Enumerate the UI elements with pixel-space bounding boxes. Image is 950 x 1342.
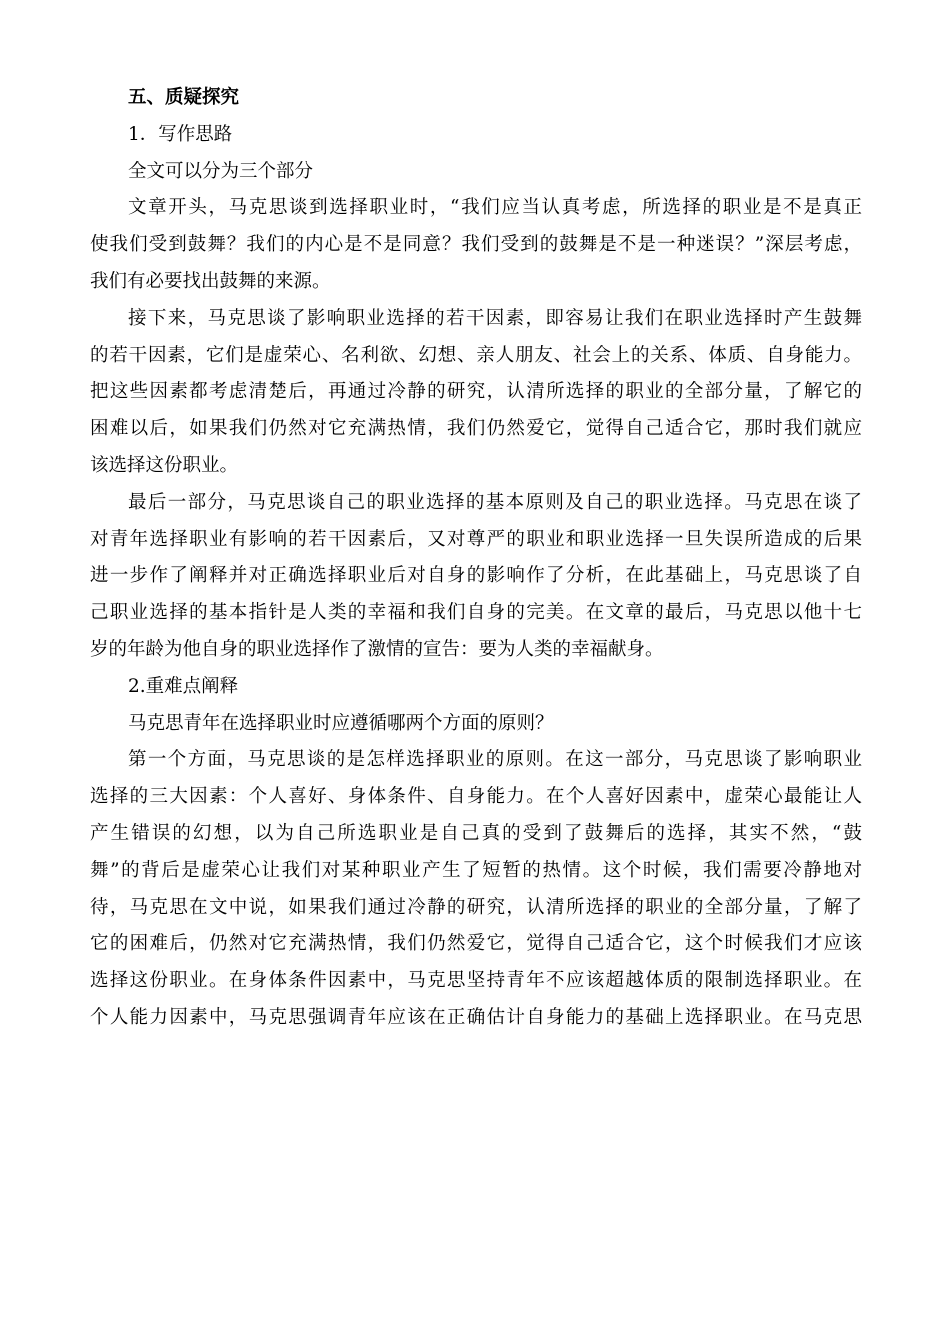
text-line: 它的困难后，仍然对它充满热情，我们仍然爱它，觉得自己适合它，这个时候我们才应该 [90, 933, 862, 955]
document-body [90, 80, 862, 1037]
text-line: 接下来，马克思谈了影响职业选择的若干因素，即容易让我们在职业选择时产生鼓舞 [128, 307, 862, 329]
text-line: 己职业选择的基本指针是人类的幸福和我们自身的完美。在文章的最后，马克思以他十七 [90, 602, 862, 624]
text-line: 该选择这份职业。 [90, 454, 239, 476]
text-line: 把这些因素都考虑清楚后，再通过冷静的研究，认清所选择的职业的全部分量，了解它的 [90, 381, 862, 403]
text-line: 我们有必要找出鼓舞的来源。 [90, 270, 331, 292]
text-line: 1．写作思路 [128, 123, 233, 145]
text-line: 岁的年龄为他自身的职业选择作了激情的宣告：要为人类的幸福献身。 [90, 638, 664, 660]
text-line: 对青年选择职业有影响的若干因素后，又对尊严的职业和职业选择一旦失误所造成的后果 [90, 528, 862, 550]
text-line: 2.重难点阐释 [128, 675, 239, 697]
text-line: 待，马克思在文中说，如果我们通过冷静的研究，认清所选择的职业的全部分量，了解了 [90, 896, 862, 918]
text-line: 产生错误的幻想，以为自己所选职业是自己真的受到了鼓舞后的选择，其实不然，“鼓 [90, 822, 862, 844]
text-line: 全文可以分为三个部分 [128, 160, 314, 182]
text-line: 选择的三大因素：个人喜好、身体条件、自身能力。在个人喜好因素中，虚荣心最能让人 [90, 786, 862, 808]
text-line: 文章开头，马克思谈到选择职业时，“我们应当认真考虑，所选择的职业是不是真正 [128, 197, 862, 219]
section-heading: 五、质疑探究 [128, 87, 240, 108]
text-line: 个人能力因素中，马克思强调青年应该在正确估计自身能力的基础上选择职业。在马克思 [90, 1006, 862, 1028]
text-line: 使我们受到鼓舞？我们的内心是不是同意？我们受到的鼓舞是不是一种迷误？”深层考虑， [90, 234, 862, 256]
text-line: 马克思青年在选择职业时应遵循哪两个方面的原则？ [128, 712, 554, 734]
text-line: 进一步作了阐释并对正确选择职业后对自身的影响作了分析，在此基础上，马克思谈了自 [90, 565, 862, 587]
text-line: 困难以后，如果我们仍然对它充满热情，我们仍然爱它，觉得自己适合它，那时我们就应 [90, 418, 862, 440]
text-line: 舞”的背后是虚荣心让我们对某种职业产生了短暂的热情。这个时候，我们需要冷静地对 [90, 859, 862, 881]
text-line: 选择这份职业。在身体条件因素中，马克思坚持青年不应该超越体质的限制选择职业。在 [90, 970, 862, 992]
text-line: 第一个方面，马克思谈的是怎样选择职业的原则。在这一部分，马克思谈了影响职业 [128, 749, 862, 771]
text-line: 的若干因素，它们是虚荣心、名利欲、幻想、亲人朋友、社会上的关系、体质、自身能力。 [90, 344, 862, 366]
text-line: 最后一部分，马克思谈自己的职业选择的基本原则及自己的职业选择。马克思在谈了 [128, 491, 862, 513]
